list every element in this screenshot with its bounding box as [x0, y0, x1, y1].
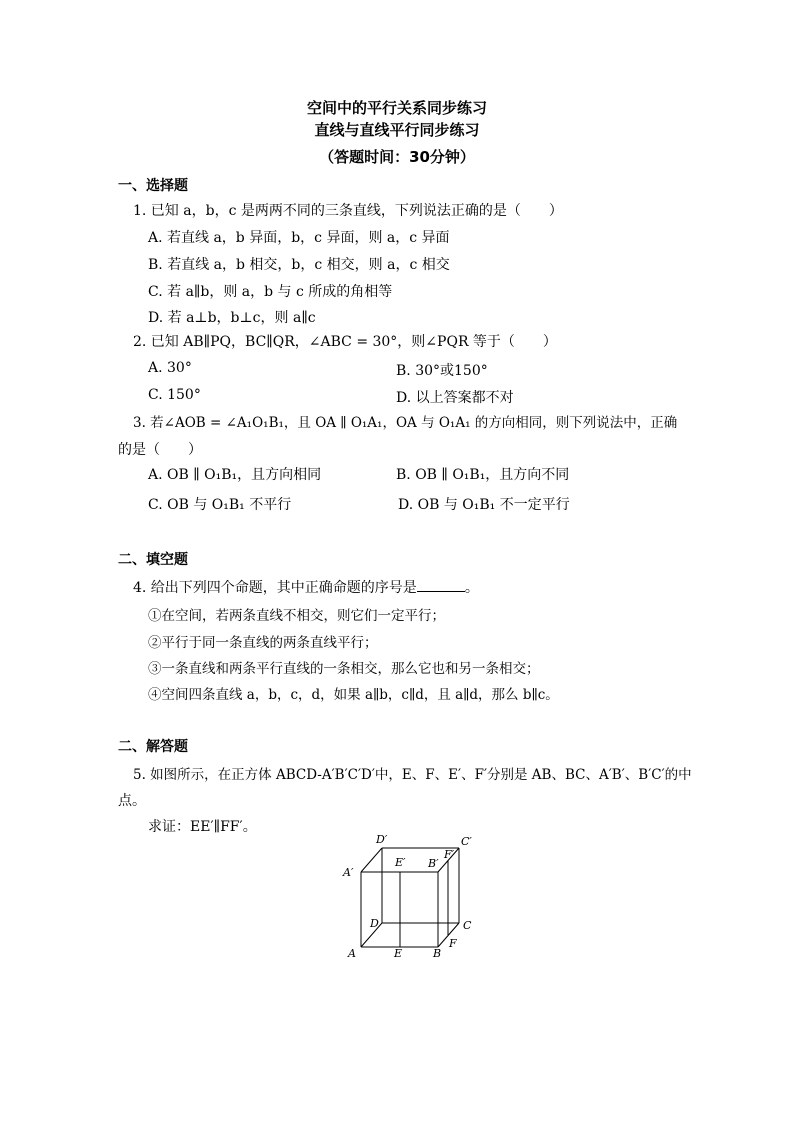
question-3-option-b: B. OB ∥ O₁B₁，且方向不同	[396, 467, 570, 483]
question-3-stem-line1: 3. 若∠AOB = ∠A₁O₁B₁，且 OA ∥ O₁A₁，OA 与 O₁A₁ 的方向相同，则下列说法中，正确	[133, 415, 678, 431]
question-3-stem-line2: 的是（ ）	[118, 442, 202, 458]
question-2-option-b: B. 30°或150°	[396, 363, 488, 379]
label-f: F	[449, 937, 457, 950]
proposition-1: ①在空间，若两条直线不相交，则它们一定平行；	[148, 608, 445, 624]
label-b1: B′	[428, 857, 439, 870]
page-title: 空间中的平行关系同步练习	[306, 99, 487, 117]
label-e: E	[394, 947, 403, 960]
label-b: B	[433, 947, 442, 960]
question-1-option-a: A. 若直线 a，b 异面，b，c 异面，则 a，c 异面	[148, 230, 450, 246]
page-subtitle: 直线与直线平行同步练习	[314, 121, 480, 139]
answer-blank	[417, 577, 465, 592]
label-a: A	[348, 947, 356, 960]
proposition-4: ④空间四条直线 a，b，c，d，如果 a∥b，c∥d，且 a∥d，那么 b∥c。	[148, 687, 559, 703]
section-heading-solve: 二、解答题	[118, 739, 188, 755]
proposition-3: ③一条直线和两条平行直线的一条相交，那么它也和另一条相交；	[148, 661, 540, 677]
question-4-stem-suffix: 。	[464, 580, 479, 596]
label-e1: E′	[395, 856, 406, 869]
question-1-option-b: B. 若直线 a，b 相交，b，c 相交，则 a，c 相交	[148, 257, 450, 273]
question-5-stem-line2: 点。	[118, 793, 146, 809]
question-4-stem	[133, 577, 479, 597]
question-1-stem: 1. 已知 a，b，c 是两两不同的三条直线，下列说法正确的是（ ）	[133, 203, 563, 219]
question-2-option-d: D. 以上答案都不对	[396, 390, 514, 406]
question-2-stem: 2. 已知 AB∥PQ，BC∥QR，∠ABC = 30°，则∠PQR 等于（ ）	[133, 334, 557, 350]
question-1-option-d: D. 若 a⊥b，b⊥c，则 a∥c	[148, 310, 316, 326]
proposition-2: ②平行于同一条直线的两条直线平行；	[148, 635, 378, 651]
time-note: （答题时间：30分钟）	[319, 148, 475, 166]
section-heading-fill: 二、填空题	[118, 552, 188, 568]
label-d: D	[370, 917, 379, 930]
question-3-option-a: A. OB ∥ O₁B₁，且方向相同	[148, 467, 322, 483]
question-5-prove: 求证：EE′∥FF′。	[148, 819, 257, 835]
question-3-option-c: C. OB 与 O₁B₁ 不平行	[148, 497, 292, 513]
cube-figure	[340, 830, 490, 965]
label-d1: D′	[376, 833, 388, 846]
question-4-stem-prefix: 4. 给出下列四个命题，其中正确命题的序号是	[133, 580, 417, 596]
label-c: C	[463, 919, 472, 932]
question-5-stem-line1: 5. 如图所示，在正方体 ABCD-A′B′C′D′中，E、F、E′、F′分别是 AB、BC、A′B′、B′C′的中	[133, 767, 692, 783]
section-heading-choice: 一、选择题	[118, 178, 188, 194]
question-3-option-d: D. OB 与 O₁B₁ 不一定平行	[398, 497, 570, 513]
question-2-option-a: A. 30°	[148, 360, 192, 376]
label-c1: C′	[461, 835, 472, 848]
edge-a1-d1	[361, 848, 382, 872]
question-1-option-c: C. 若 a∥b，则 a，b 与 c 所成的角相等	[148, 284, 393, 300]
label-a1: A′	[343, 866, 354, 879]
label-f1: F′	[444, 848, 455, 861]
question-2-option-c: C. 150°	[148, 387, 201, 403]
